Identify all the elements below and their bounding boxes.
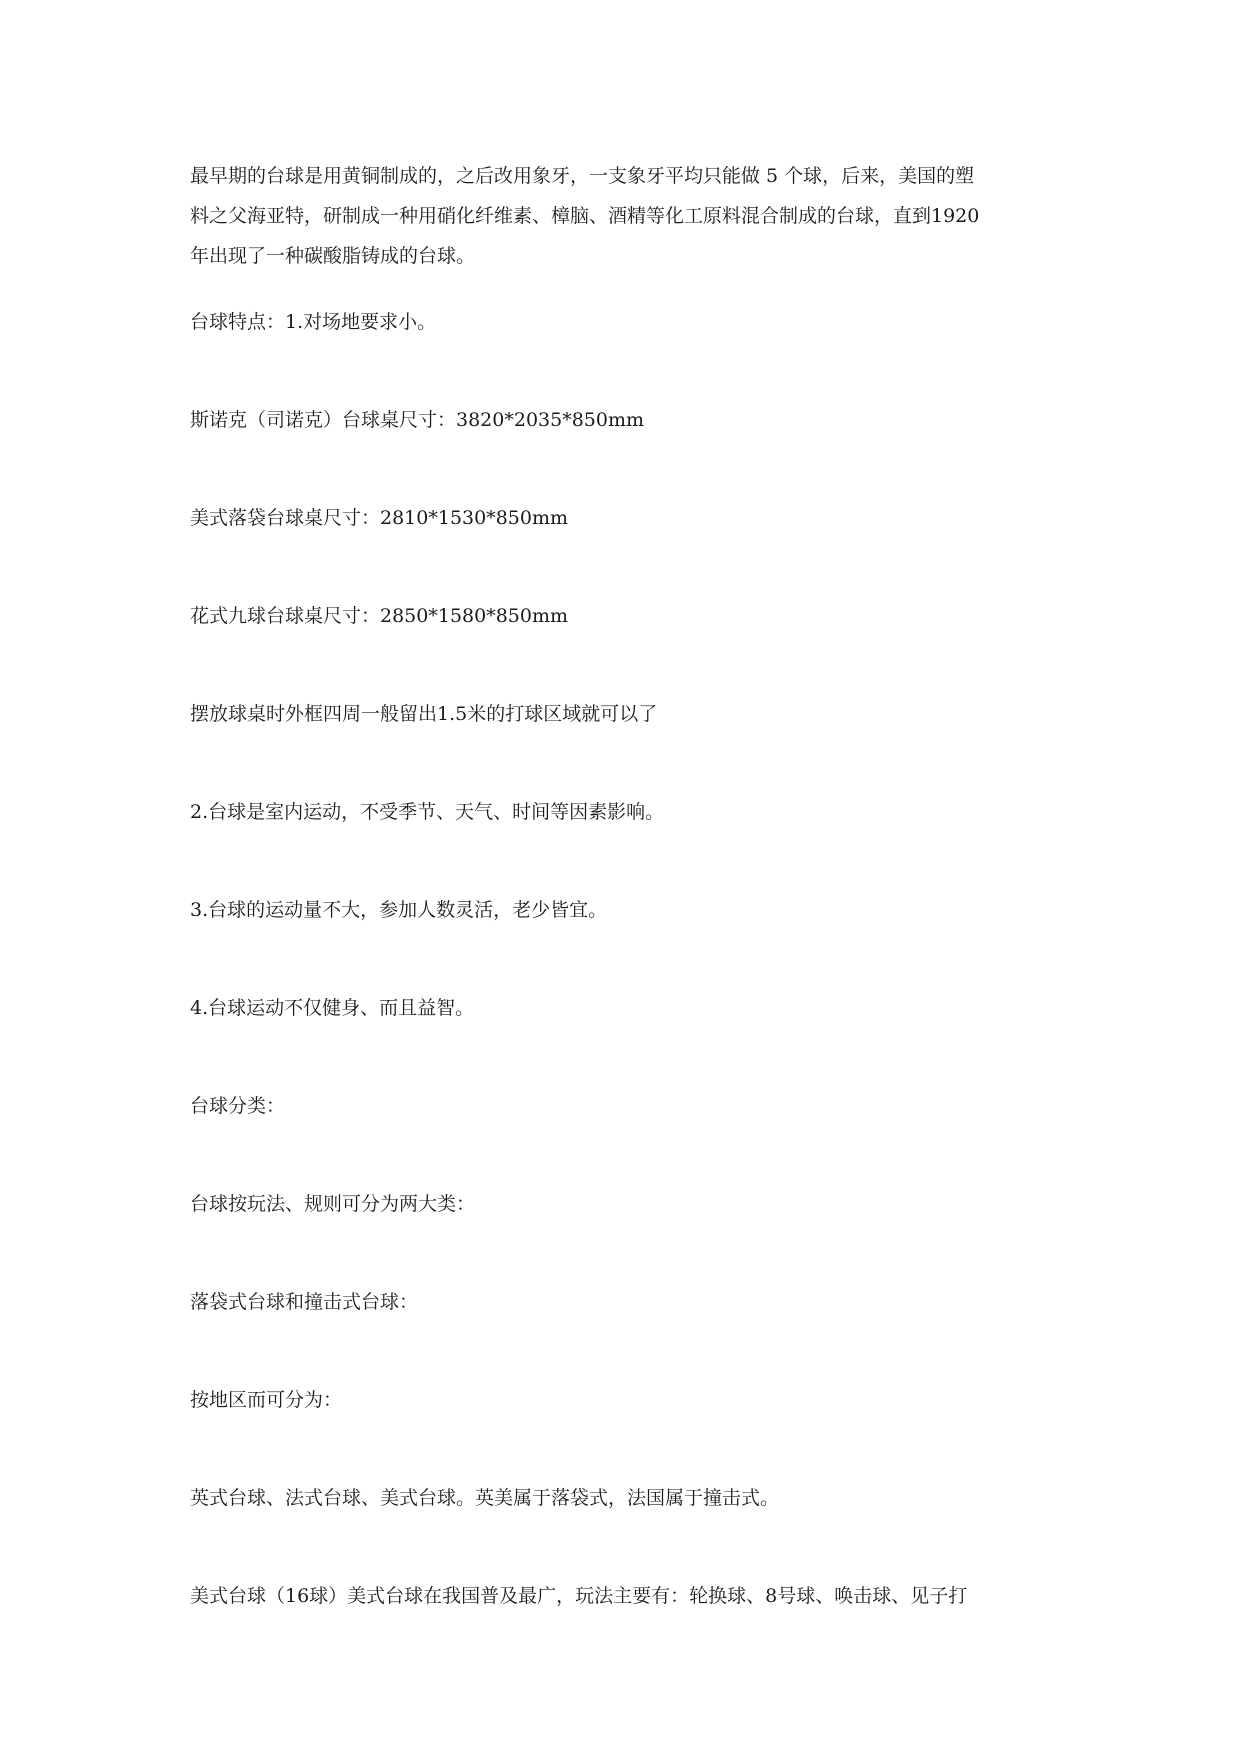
- regional-types: 英式台球、法式台球、美式台球。英美属于落袋式，法国属于撞击式。: [190, 1487, 780, 1509]
- feature-3: 3.台球的运动量不大，参加人数灵活，老少皆宜。: [190, 899, 608, 921]
- classification-by-rules: 台球按玩法、规则可分为两大类：: [190, 1193, 476, 1215]
- feature-4: 4.台球运动不仅健身、而且益智。: [190, 997, 475, 1019]
- classification-types: 落袋式台球和撞击式台球：: [190, 1291, 419, 1313]
- feature-2: 2.台球是室内运动，不受季节、天气、时间等因素影响。: [190, 801, 665, 823]
- american-billiards: 美式台球（16球）美式台球在我国普及最广，玩法主要有：轮换球、8号球、唤击球、见子打: [190, 1585, 968, 1607]
- american-pocket-table-size: 美式落袋台球桌尺寸：2810*1530*850mm: [190, 507, 569, 529]
- nine-ball-table-size: 花式九球台球桌尺寸：2850*1580*850mm: [190, 605, 569, 627]
- intro-line: 最早期的台球是用黄铜制成的，之后改用象牙，一支象牙平均只能做 5 个球，后来，美国的塑: [190, 165, 975, 187]
- snooker-table-size: 斯诺克（司诺克）台球桌尺寸：3820*2035*850mm: [190, 409, 645, 431]
- intro-line: 年出现了一种碳酸脂铸成的台球。: [190, 245, 476, 267]
- intro-line: 料之父海亚特，研制成一种用硝化纤维素、樟脑、酒精等化工原料混合制成的台球，直到1920: [190, 205, 980, 227]
- intro-paragraph: [190, 156, 1060, 276]
- placement-note: 摆放球桌时外框四周一般留出1.5米的打球区域就可以了: [190, 703, 658, 725]
- features-heading: 台球特点：1.对场地要求小。: [190, 311, 437, 333]
- classification-by-region: 按地区而可分为：: [190, 1389, 343, 1411]
- classification-heading: 台球分类：: [190, 1095, 286, 1117]
